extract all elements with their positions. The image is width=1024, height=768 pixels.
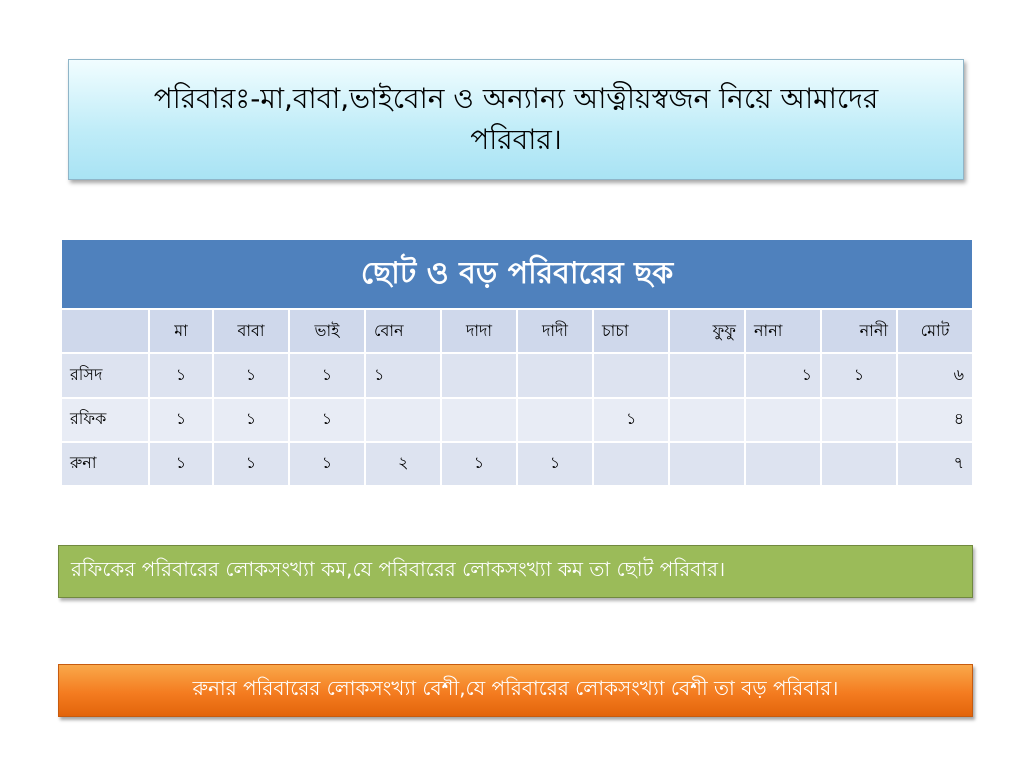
large-family-note: রুনার পরিবারের লোকসংখ্যা বেশী,যে পরিবারের লোকসংখ্যা বেশী তা বড় পরিবার। xyxy=(58,664,973,717)
row-name-cell: রসিদ xyxy=(61,353,149,397)
table-cell xyxy=(441,398,517,442)
title-line-1: পরিবারঃ-মা,বাবা,ভাইবোন ও অন্যান্য আত্নীয়স্বজন নিয়ে আমাদের xyxy=(153,81,879,115)
table-cell: ১ xyxy=(213,442,289,486)
table-row xyxy=(61,353,973,397)
table-row xyxy=(61,398,973,442)
header-cell: ফুফু xyxy=(669,309,745,353)
table-cell xyxy=(517,398,593,442)
table-cell: ১ xyxy=(821,353,897,397)
header-cell xyxy=(61,309,149,353)
row-name-cell: রুনা xyxy=(61,442,149,486)
header-cell: ভাই xyxy=(289,309,365,353)
table-cell: ১ xyxy=(441,442,517,486)
table-row xyxy=(61,442,973,486)
table-cell: ১ xyxy=(149,398,213,442)
header-cell: বোন xyxy=(365,309,441,353)
table-cell xyxy=(669,442,745,486)
table-cell: ১ xyxy=(593,398,669,442)
table-cell: ১ xyxy=(149,442,213,486)
table-cell: ১ xyxy=(365,353,441,397)
table-cell: ১ xyxy=(289,442,365,486)
table-cell xyxy=(517,353,593,397)
small-family-note: রফিকের পরিবারের লোকসংখ্যা কম,যে পরিবারের লোকসংখ্যা কম তা ছোট পরিবার। xyxy=(58,545,973,598)
table-cell xyxy=(821,398,897,442)
table-cell: ১ xyxy=(213,353,289,397)
table-cell: ১ xyxy=(745,353,821,397)
header-cell: নানী xyxy=(821,309,897,353)
table-cell: ১ xyxy=(289,353,365,397)
table-cell xyxy=(669,353,745,397)
table-cell xyxy=(441,353,517,397)
title-box xyxy=(68,59,964,180)
header-cell: নানা xyxy=(745,309,821,353)
header-cell: মোট xyxy=(897,309,973,353)
table-cell: ১ xyxy=(289,398,365,442)
table-cell xyxy=(745,442,821,486)
table-cell xyxy=(593,353,669,397)
table-title: ছোট ও বড় পরিবারের ছক xyxy=(61,239,973,309)
title-line-2: পরিবার। xyxy=(470,122,562,156)
table-cell: ৪ xyxy=(897,398,973,442)
family-chart-table xyxy=(60,238,974,487)
table-cell: ১ xyxy=(149,353,213,397)
header-cell: দাদা xyxy=(441,309,517,353)
table-cell: ১ xyxy=(517,442,593,486)
header-cell: বাবা xyxy=(213,309,289,353)
header-cell: দাদী xyxy=(517,309,593,353)
table-cell: ৬ xyxy=(897,353,973,397)
table-cell xyxy=(365,398,441,442)
table-cell xyxy=(745,398,821,442)
table-cell: ২ xyxy=(365,442,441,486)
table-cell: ৭ xyxy=(897,442,973,486)
table-cell xyxy=(821,442,897,486)
row-name-cell: রফিক xyxy=(61,398,149,442)
table-cell: ১ xyxy=(213,398,289,442)
header-cell: মা xyxy=(149,309,213,353)
table-header-row xyxy=(61,309,973,353)
header-cell: চাচা xyxy=(593,309,669,353)
table-cell xyxy=(593,442,669,486)
table-cell xyxy=(669,398,745,442)
